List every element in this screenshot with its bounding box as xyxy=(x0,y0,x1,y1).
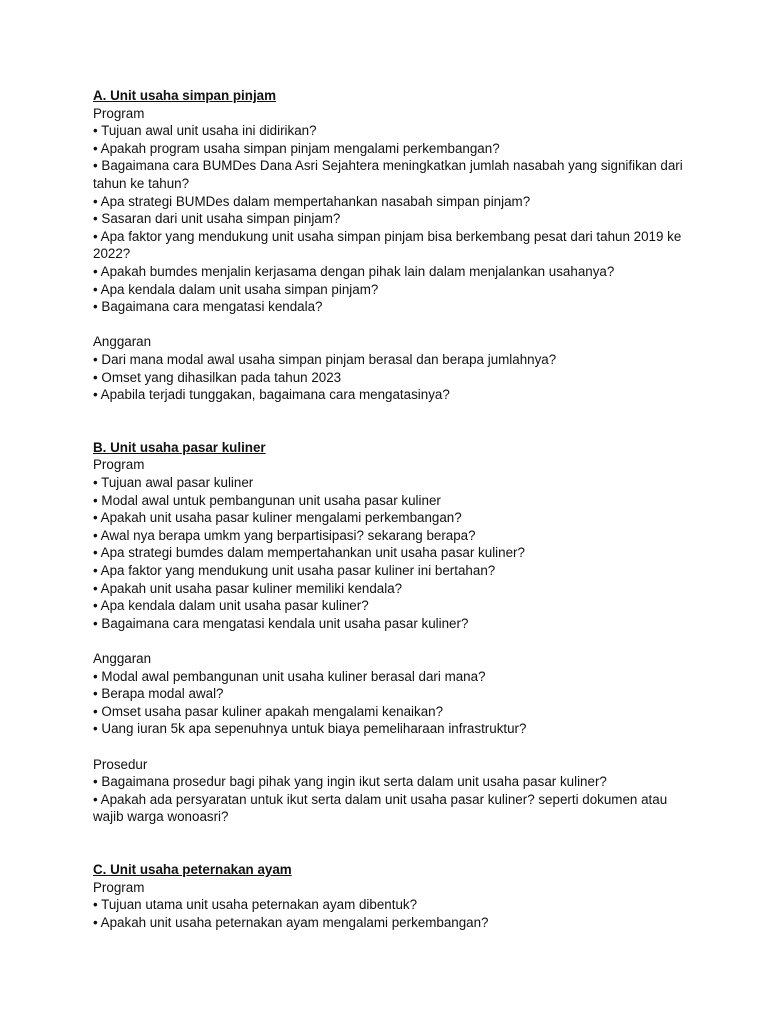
list-item: • Omset usaha pasar kuliner apakah mengalami kenaikan? xyxy=(93,703,444,719)
document-page xyxy=(93,87,693,932)
list-item: • Apakah unit usaha peternakan ayam mengalami perkembangan? xyxy=(93,914,489,930)
list-item: • Apakah program usaha simpan pinjam mengalami perkembangan? xyxy=(93,140,500,156)
group-label-anggaran: Anggaran xyxy=(93,651,152,666)
list-item: • Apa strategi bumdes dalam mempertahankan unit usaha pasar kuliner? xyxy=(93,545,525,561)
list-item: • Apabila terjadi tunggakan, bagaimana cara mengatasinya? xyxy=(93,387,450,403)
list-item: • Bagaimana prosedur bagi pihak yang ingin ikut serta dalam unit usaha pasar kuliner? xyxy=(93,774,607,790)
list-item: • Modal awal untuk pembangunan unit usaha pasar kuliner xyxy=(93,492,441,508)
list-item: • Sasaran dari unit usaha simpan pinjam? xyxy=(93,211,341,227)
list-item: • Apa kendala dalam unit usaha pasar kuliner? xyxy=(93,598,369,614)
list-item: • Awal nya berapa umkm yang berpartisipasi? sekarang berapa? xyxy=(93,527,476,543)
list-item: • Modal awal pembangunan unit usaha kuliner berasal dari mana? xyxy=(93,668,486,684)
section-title-c: C. Unit usaha peternakan ayam xyxy=(93,862,292,878)
list-item: • Tujuan awal pasar kuliner xyxy=(93,475,254,491)
list-item: • Apakah unit usaha pasar kuliner mengalami perkembangan? xyxy=(93,510,462,526)
section-title-b: B. Unit usaha pasar kuliner xyxy=(93,439,266,455)
list-item: • Berapa modal awal? xyxy=(93,686,224,702)
list-item: • Bagaimana cara mengatasi kendala unit usaha pasar kuliner? xyxy=(93,615,469,631)
list-item: • Dari mana modal awal usaha simpan pinjam berasal dan berapa jumlahnya? xyxy=(93,351,557,367)
group-label-anggaran: Anggaran xyxy=(93,334,152,350)
group-label-program: Program xyxy=(93,457,145,473)
spacer xyxy=(93,738,693,756)
list-item: • Apa strategi BUMDes dalam mempertahankan nasabah simpan pinjam? xyxy=(93,193,531,209)
list-item: • Tujuan utama unit usaha peternakan ayam dibentuk? xyxy=(93,897,418,913)
list-item: • Apakah bumdes menjalin kerjasama dengan pihak lain dalam menjalankan usahanya? xyxy=(93,263,615,279)
list-item: • Apa faktor yang mendukung unit usaha simpan pinjam bisa berkembang pesat dari tahun 2019 ke 2022? xyxy=(93,228,682,262)
list-item: • Uang iuran 5k apa sepenuhnya untuk biaya pemeliharaan infrastruktur? xyxy=(93,721,527,737)
list-item: • Apa faktor yang mendukung unit usaha pasar kuliner ini bertahan? xyxy=(93,563,496,579)
spacer xyxy=(93,316,693,334)
list-item: • Tujuan awal unit usaha ini didirikan? xyxy=(93,123,317,139)
spacer xyxy=(93,826,693,861)
group-label-program: Program xyxy=(93,879,145,895)
list-item: • Apa kendala dalam unit usaha simpan pinjam? xyxy=(93,281,379,297)
list-item: • Omset yang dihasilkan pada tahun 2023 xyxy=(93,369,342,385)
list-item: • Bagaimana cara BUMDes Dana Asri Sejahtera meningkatkan jumlah nasabah yang signifikan dari tahun ke tahun? xyxy=(93,158,683,191)
group-label-program: Program xyxy=(93,105,145,121)
list-item: • Bagaimana cara mengatasi kendala? xyxy=(93,299,323,315)
spacer xyxy=(93,404,693,439)
spacer xyxy=(93,632,693,650)
group-label-prosedur: Prosedur xyxy=(93,756,148,772)
list-item: • Apakah ada persyaratan untuk ikut serta dalam unit usaha pasar kuliner? seperti dokumen atau wajib warga wonoasri? xyxy=(93,791,668,825)
list-item: • Apakah unit usaha pasar kuliner memiliki kendala? xyxy=(93,580,403,596)
section-title-a: A. Unit usaha simpan pinjam xyxy=(93,88,277,103)
